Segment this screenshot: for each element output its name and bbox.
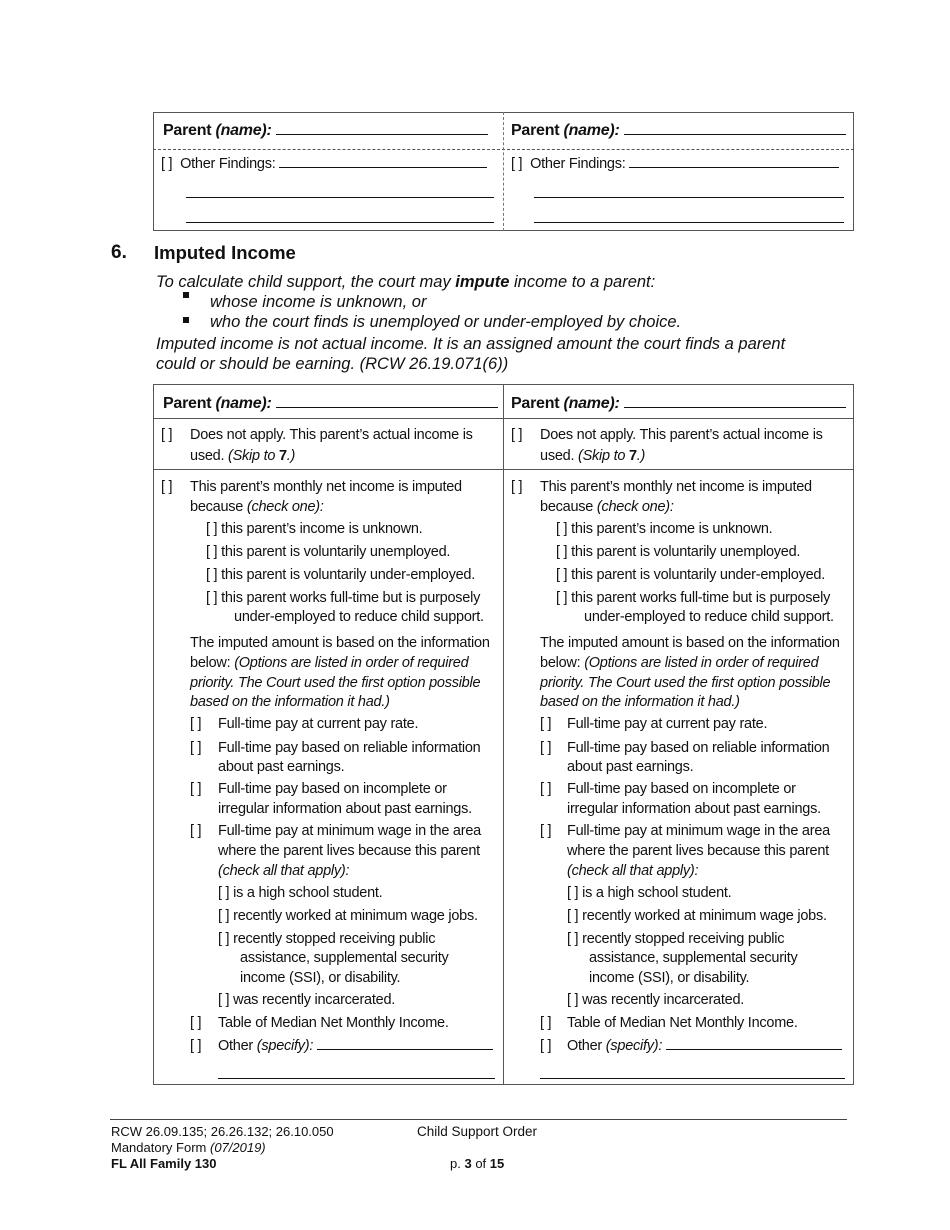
- right-imputed-checkbox[interactable]: [ ]: [511, 479, 523, 495]
- left-basis-line-3: priority. The Court used the first option possible: [190, 675, 481, 691]
- left-basis-line-2: below: (Options are listed in order of required: [190, 655, 469, 671]
- footer-title: Child Support Order: [417, 1124, 538, 1139]
- left-sub2: [ ] recently worked at minimum wage jobs.: [218, 908, 478, 924]
- right-other-specify-field[interactable]: [666, 1049, 842, 1050]
- left-sub4-checkbox[interactable]: [ ]: [218, 992, 230, 1008]
- main-left-parent-header: Parent (name):: [163, 395, 498, 413]
- left-opt2-line-1: Full-time pay based on reliable information: [218, 740, 481, 756]
- right-opt2-line-2: about past earnings.: [567, 759, 694, 775]
- left-opt6: Other (specify):: [218, 1036, 493, 1056]
- top-right-findings-line-2[interactable]: [534, 197, 844, 198]
- left-reason-purposely-checkbox[interactable]: [ ]: [206, 590, 218, 606]
- right-opt1-checkbox[interactable]: [ ]: [540, 716, 552, 732]
- top-left-other-findings: [ ] Other Findings:: [161, 154, 487, 174]
- right-sub3-line-3: income (SSI), or disability.: [589, 970, 750, 986]
- right-sub2: [ ] recently worked at minimum wage jobs.: [567, 908, 827, 924]
- left-basis-line-4: based on the information it had.): [190, 694, 390, 710]
- left-reason-unemployed-checkbox[interactable]: [ ]: [206, 544, 218, 560]
- footer-rcw: RCW 26.09.135; 26.26.132; 26.10.050: [111, 1124, 334, 1139]
- left-opt4-line-1: Full-time pay at minimum wage in the area: [218, 823, 481, 839]
- top-right-other-findings: [ ] Other Findings:: [511, 154, 839, 174]
- right-sub1-checkbox[interactable]: [ ]: [567, 885, 579, 901]
- left-sub1-checkbox[interactable]: [ ]: [218, 885, 230, 901]
- left-basis-line-1: The imputed amount is based on the information: [190, 635, 490, 651]
- right-opt4-line-3: (check all that apply):: [567, 863, 699, 879]
- section-title: Imputed Income: [154, 242, 296, 263]
- right-basis-line-3: priority. The Court used the first option possible: [540, 675, 831, 691]
- top-left-parent-name-field[interactable]: [276, 134, 488, 135]
- right-opt6-checkbox[interactable]: [ ]: [540, 1038, 552, 1054]
- left-opt4-line-2: where the parent lives because this parent: [218, 843, 480, 859]
- left-does-not-apply-line-2: used. (Skip to 7.): [190, 448, 296, 464]
- right-opt2-checkbox[interactable]: [ ]: [540, 740, 552, 756]
- right-reason-unknown: [ ] this parent’s income is unknown.: [556, 521, 773, 537]
- right-opt3-line-1: Full-time pay based on incomplete or: [567, 781, 796, 797]
- top-left-other-findings-checkbox[interactable]: [ ]: [161, 156, 173, 172]
- left-opt4-checkbox[interactable]: [ ]: [190, 823, 202, 839]
- main-table-row-divider: [153, 469, 854, 470]
- right-sub4-checkbox[interactable]: [ ]: [567, 992, 579, 1008]
- footer-mandatory: Mandatory Form (07/2019): [111, 1140, 266, 1155]
- left-reason-unemployed: [ ] this parent is voluntarily unemployed.: [206, 544, 451, 560]
- right-basis-line-1: The imputed amount is based on the information: [540, 635, 840, 651]
- top-left-findings-line-3[interactable]: [186, 222, 494, 223]
- right-imputed-line-1: This parent’s monthly net income is imputed: [540, 479, 812, 495]
- right-opt1: Full-time pay at current pay rate.: [567, 716, 768, 732]
- section-note-line-1: Imputed income is not actual income. It is an assigned amount the court finds a parent: [156, 335, 786, 353]
- top-right-findings-line-3[interactable]: [534, 222, 844, 223]
- left-opt2-line-2: about past earnings.: [218, 759, 345, 775]
- footer-page-number: p. 3 of 15: [450, 1156, 505, 1171]
- right-opt4-line-2: where the parent lives because this parent: [567, 843, 829, 859]
- top-table-column-divider: [503, 112, 504, 231]
- right-sub4: [ ] was recently incarcerated.: [567, 992, 745, 1008]
- bullet-1-marker: [183, 292, 189, 298]
- right-opt2-line-1: Full-time pay based on reliable information: [567, 740, 830, 756]
- right-opt4-line-1: Full-time pay at minimum wage in the area: [567, 823, 830, 839]
- left-opt4-line-3: (check all that apply):: [218, 863, 350, 879]
- left-opt3-line-1: Full-time pay based on incomplete or: [218, 781, 447, 797]
- top-left-other-findings-field[interactable]: [279, 167, 487, 168]
- left-opt1: Full-time pay at current pay rate.: [218, 716, 419, 732]
- right-reason-purposely-checkbox[interactable]: [ ]: [556, 590, 568, 606]
- left-opt6-checkbox[interactable]: [ ]: [190, 1038, 202, 1054]
- right-sub3-line-2: assistance, supplemental security: [589, 950, 798, 966]
- top-left-parent-header: Parent (name):: [163, 122, 488, 140]
- left-opt2-checkbox[interactable]: [ ]: [190, 740, 202, 756]
- top-right-parent-header: Parent (name):: [511, 122, 846, 140]
- right-basis-line-4: based on the information it had.): [540, 694, 740, 710]
- footer-rule: [110, 1119, 847, 1120]
- right-sub3-checkbox[interactable]: [ ]: [567, 931, 579, 947]
- main-table-column-divider: [503, 384, 504, 1085]
- left-opt3-checkbox[interactable]: [ ]: [190, 781, 202, 797]
- left-opt1-checkbox[interactable]: [ ]: [190, 716, 202, 732]
- left-opt5: Table of Median Net Monthly Income.: [218, 1015, 449, 1031]
- bullet-1: whose income is unknown, or: [210, 293, 427, 311]
- left-sub3: [ ] recently stopped receiving public: [218, 931, 436, 947]
- right-opt3-line-2: irregular information about past earnings.: [567, 801, 821, 817]
- main-right-parent-name-field[interactable]: [624, 407, 846, 408]
- right-other-specify-line-2[interactable]: [540, 1078, 845, 1079]
- left-reason-underemployed: [ ] this parent is voluntarily under-employed.: [206, 567, 475, 583]
- right-reason-underemployed: [ ] this parent is voluntarily under-employed.: [556, 567, 825, 583]
- left-other-specify-line-2[interactable]: [218, 1078, 495, 1079]
- right-does-not-apply-line-1: Does not apply. This parent’s actual income is: [540, 427, 823, 443]
- right-reason-unknown-checkbox[interactable]: [ ]: [556, 521, 568, 537]
- right-reason-purposely-cont: under-employed to reduce child support.: [584, 609, 834, 625]
- right-does-not-apply-line-2: used. (Skip to 7.): [540, 448, 646, 464]
- bullet-2-marker: [183, 317, 189, 323]
- right-opt4-checkbox[interactable]: [ ]: [540, 823, 552, 839]
- left-sub3-line-2: assistance, supplemental security: [240, 950, 449, 966]
- left-reason-unknown: [ ] this parent’s income is unknown.: [206, 521, 423, 537]
- right-imputed-line-2: because (check one):: [540, 499, 674, 515]
- top-left-findings-line-2[interactable]: [186, 197, 494, 198]
- right-reason-purposely: [ ] this parent works full-time but is purposely: [556, 590, 831, 606]
- left-reason-purposely: [ ] this parent works full-time but is purposely: [206, 590, 481, 606]
- right-opt5: Table of Median Net Monthly Income.: [567, 1015, 798, 1031]
- right-does-not-apply-checkbox[interactable]: [ ]: [511, 427, 523, 443]
- right-sub3: [ ] recently stopped receiving public: [567, 931, 785, 947]
- right-opt6: Other (specify):: [567, 1036, 842, 1056]
- section-intro: To calculate child support, the court may impute income to a parent:: [156, 273, 656, 291]
- section-number: 6.: [111, 242, 127, 263]
- left-opt3-line-2: irregular information about past earnings.: [218, 801, 472, 817]
- left-sub4: [ ] was recently incarcerated.: [218, 992, 396, 1008]
- top-right-parent-name-field[interactable]: [624, 134, 846, 135]
- left-imputed-line-1: This parent’s monthly net income is imputed: [190, 479, 462, 495]
- left-imputed-checkbox[interactable]: [ ]: [161, 479, 173, 495]
- right-opt5-checkbox[interactable]: [ ]: [540, 1015, 552, 1031]
- section-note-line-2: could or should be earning. (RCW 26.19.071(6)): [156, 355, 509, 373]
- left-does-not-apply-checkbox[interactable]: [ ]: [161, 427, 173, 443]
- right-opt3-checkbox[interactable]: [ ]: [540, 781, 552, 797]
- right-basis-line-2: below: (Options are listed in order of required: [540, 655, 819, 671]
- left-reason-unknown-checkbox[interactable]: [ ]: [206, 521, 218, 537]
- top-right-other-findings-checkbox[interactable]: [ ]: [511, 156, 523, 172]
- right-sub2-checkbox[interactable]: [ ]: [567, 908, 579, 924]
- left-opt5-checkbox[interactable]: [ ]: [190, 1015, 202, 1031]
- main-right-parent-header: Parent (name):: [511, 395, 846, 413]
- left-other-specify-field[interactable]: [317, 1049, 493, 1050]
- right-reason-unemployed: [ ] this parent is voluntarily unemployed.: [556, 544, 801, 560]
- left-does-not-apply-line-1: Does not apply. This parent’s actual income is: [190, 427, 473, 443]
- right-sub1: [ ] is a high school student.: [567, 885, 732, 901]
- top-right-other-findings-field[interactable]: [629, 167, 839, 168]
- left-sub3-checkbox[interactable]: [ ]: [218, 931, 230, 947]
- left-sub3-line-3: income (SSI), or disability.: [240, 970, 401, 986]
- left-reason-purposely-cont: under-employed to reduce child support.: [234, 609, 484, 625]
- footer-form-id: FL All Family 130: [111, 1156, 217, 1171]
- bullet-2: who the court finds is unemployed or under-employed by choice.: [210, 313, 682, 331]
- main-left-parent-name-field[interactable]: [276, 407, 498, 408]
- left-reason-underemployed-checkbox[interactable]: [ ]: [206, 567, 218, 583]
- left-sub2-checkbox[interactable]: [ ]: [218, 908, 230, 924]
- right-reason-unemployed-checkbox[interactable]: [ ]: [556, 544, 568, 560]
- left-sub1: [ ] is a high school student.: [218, 885, 383, 901]
- main-table-header-divider: [153, 418, 854, 419]
- right-reason-underemployed-checkbox[interactable]: [ ]: [556, 567, 568, 583]
- left-imputed-line-2: because (check one):: [190, 499, 324, 515]
